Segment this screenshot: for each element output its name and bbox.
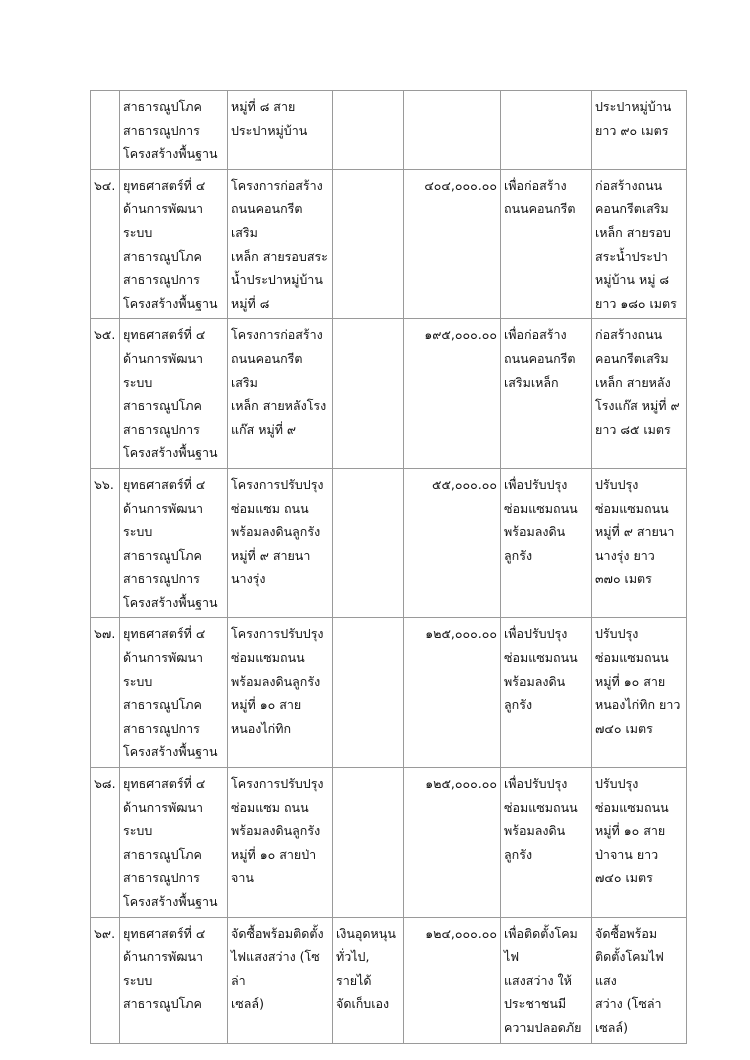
budget-project-table <box>90 90 687 1044</box>
row-number: ๖๔. <box>91 169 120 319</box>
amount-cell: ๔๐๔,๐๐๐.๐๐ <box>404 169 501 319</box>
table-row <box>91 468 687 618</box>
funding-source-cell <box>333 768 404 918</box>
row-number: ๖๖. <box>91 468 120 618</box>
row-number: ๖๕. <box>91 319 120 469</box>
amount-cell: ๑๒๔,๐๐๐.๐๐ <box>404 917 501 1043</box>
output-cell: ก่อสร้างถนน คอนกรีตเสริม เหล็ก สายรอบ สระน้ำประปา หมู่บ้าน หมู่ ๘ ยาว ๑๘๐ เมตร <box>592 169 687 319</box>
strategy-cell: ยุทธศาสตร์ที่ ๔ ด้านการพัฒนา ระบบ สาธารณูปโภค สาธารณูปการ โครงสร้างพื้นฐาน <box>120 768 228 918</box>
table-row <box>91 768 687 918</box>
output-cell: ปรับปรุง ซ่อมแซมถนน หมู่ที่ ๙ สายนา นางรุ่ง ยาว ๓๗๐ เมตร <box>592 468 687 618</box>
output-cell: ก่อสร้างถนน คอนกรีตเสริม เหล็ก สายหลัง โรงแก๊ส หมู่ที่ ๙ ยาว ๘๕ เมตร <box>592 319 687 469</box>
amount-cell: ๑๙๕,๐๐๐.๐๐ <box>404 319 501 469</box>
funding-source-cell <box>333 91 404 170</box>
amount-cell <box>404 91 501 170</box>
table-row <box>91 319 687 469</box>
funding-source-cell <box>333 169 404 319</box>
table-row <box>91 917 687 1043</box>
project-cell: จัดซื้อพร้อมติดตั้ง ไฟแสงสว่าง (โซล่า เซลล์) <box>228 917 333 1043</box>
project-cell: โครงการปรับปรุง ซ่อมแซม ถนน พร้อมลงดินลูกรัง หมู่ที่ ๑๐ สายป่า จาน <box>228 768 333 918</box>
output-cell: ปรับปรุง ซ่อมแซมถนน หมู่ที่ ๑๐ สาย หนองไก่ทิก ยาว ๗๔๐ เมตร <box>592 618 687 768</box>
table-row <box>91 618 687 768</box>
project-cell: โครงการก่อสร้าง ถนนคอนกรีตเสริม เหล็ก สายหลังโรง แก๊ส หมู่ที่ ๙ <box>228 319 333 469</box>
project-cell: หมู่ที่ ๘ สาย ประปาหมู่บ้าน <box>228 91 333 170</box>
strategy-cell: ยุทธศาสตร์ที่ ๔ ด้านการพัฒนา ระบบ สาธารณูปโภค <box>120 917 228 1043</box>
funding-source-cell <box>333 319 404 469</box>
strategy-cell: ยุทธศาสตร์ที่ ๔ ด้านการพัฒนา ระบบ สาธารณูปโภค สาธารณูปการ โครงสร้างพื้นฐาน <box>120 618 228 768</box>
funding-source-cell: เงินอุดหนุน ทั่วไป, รายได้ จัดเก็บเอง <box>333 917 404 1043</box>
objective-cell <box>501 91 592 170</box>
amount-cell: ๑๒๕,๐๐๐.๐๐ <box>404 618 501 768</box>
objective-cell: เพื่อปรับปรุง ซ่อมแซมถนน พร้อมลงดิน ลูกรัง <box>501 768 592 918</box>
row-number: ๖๘. <box>91 768 120 918</box>
objective-cell: เพื่อติดตั้งโคมไฟ แสงสว่าง ให้ ประชาชนมี ความปลอดภัย <box>501 917 592 1043</box>
table-row <box>91 91 687 170</box>
output-cell: ประปาหมู่บ้าน ยาว ๙๐ เมตร <box>592 91 687 170</box>
row-number: ๖๗. <box>91 618 120 768</box>
strategy-cell: ยุทธศาสตร์ที่ ๔ ด้านการพัฒนา ระบบ สาธารณูปโภค สาธารณูปการ โครงสร้างพื้นฐาน <box>120 319 228 469</box>
objective-cell: เพื่อก่อสร้าง ถนนคอนกรีต เสริมเหล็ก <box>501 319 592 469</box>
amount-cell: ๑๒๕,๐๐๐.๐๐ <box>404 768 501 918</box>
amount-cell: ๕๕,๐๐๐.๐๐ <box>404 468 501 618</box>
funding-source-cell <box>333 468 404 618</box>
row-number <box>91 91 120 170</box>
output-cell: จัดซื้อพร้อม ติดตั้งโคมไฟแสง สว่าง (โซล่า เซลล์) <box>592 917 687 1043</box>
objective-cell: เพื่อปรับปรุง ซ่อมแซมถนน พร้อมลงดิน ลูกรัง <box>501 468 592 618</box>
strategy-cell: ยุทธศาสตร์ที่ ๔ ด้านการพัฒนา ระบบ สาธารณูปโภค สาธารณูปการ โครงสร้างพื้นฐาน <box>120 169 228 319</box>
project-cell: โครงการปรับปรุง ซ่อมแซม ถนน พร้อมลงดินลูกรัง หมู่ที่ ๙ สายนา นางรุ่ง <box>228 468 333 618</box>
strategy-cell: ยุทธศาสตร์ที่ ๔ ด้านการพัฒนา ระบบ สาธารณูปโภค สาธารณูปการ โครงสร้างพื้นฐาน <box>120 468 228 618</box>
funding-source-cell <box>333 618 404 768</box>
table-row <box>91 169 687 319</box>
objective-cell: เพื่อก่อสร้าง ถนนคอนกรีต <box>501 169 592 319</box>
objective-cell: เพื่อปรับปรุง ซ่อมแซมถนน พร้อมลงดิน ลูกรัง <box>501 618 592 768</box>
output-cell: ปรับปรุง ซ่อมแซมถนน หมู่ที่ ๑๐ สาย ป่าจาน ยาว ๗๔๐ เมตร <box>592 768 687 918</box>
strategy-cell: สาธารณูปโภค สาธารณูปการ โครงสร้างพื้นฐาน <box>120 91 228 170</box>
project-cell: โครงการก่อสร้าง ถนนคอนกรีตเสริม เหล็ก สายรอบสระ น้ำประปาหมู่บ้าน หมู่ที่ ๘ <box>228 169 333 319</box>
row-number: ๖๙. <box>91 917 120 1043</box>
project-cell: โครงการปรับปรุง ซ่อมแซมถนน พร้อมลงดินลูกรัง หมู่ที่ ๑๐ สาย หนองไก่ทิก <box>228 618 333 768</box>
